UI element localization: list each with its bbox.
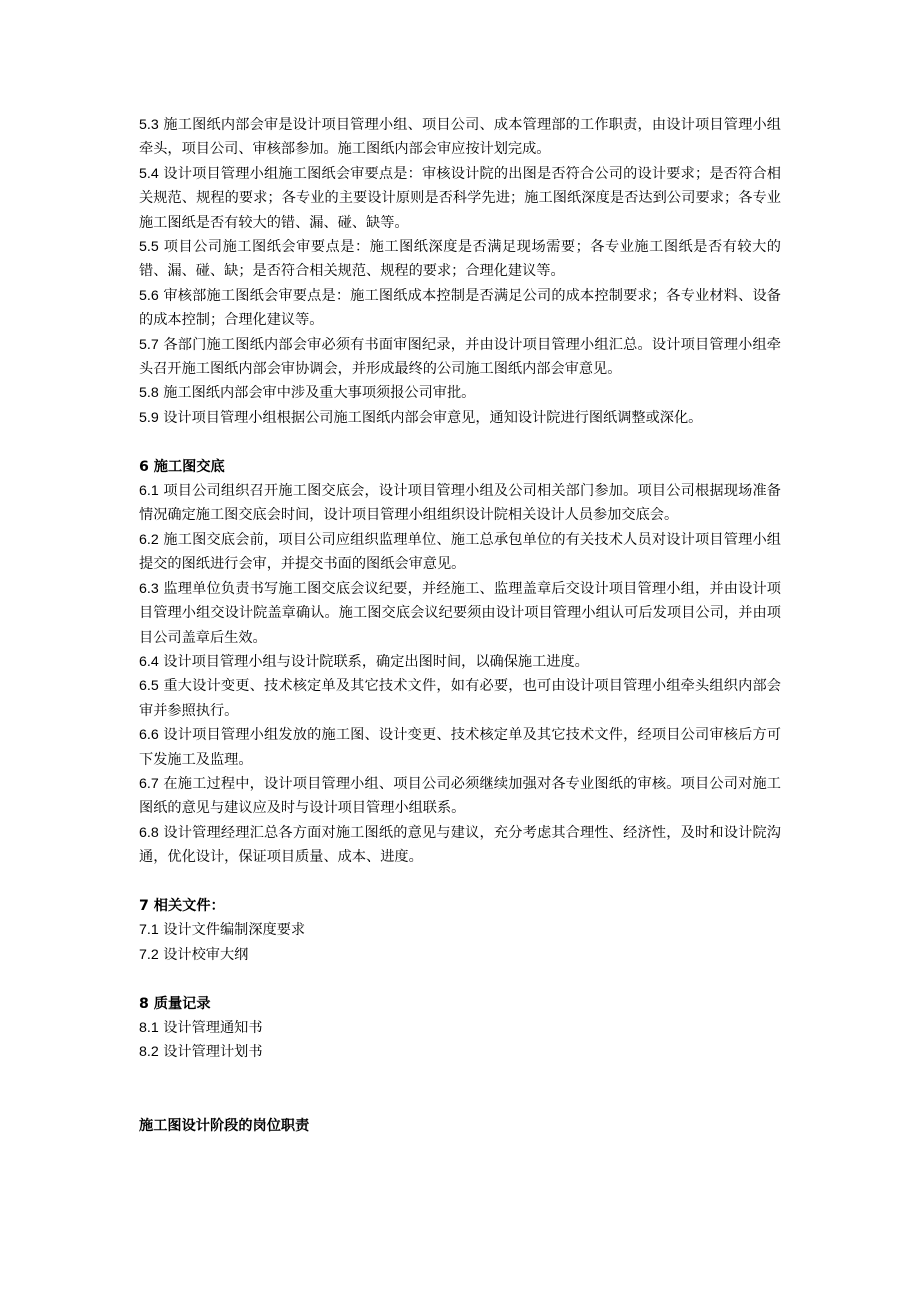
section-8 [139,992,781,1065]
para-5-9: 5.9 设计项目管理小组根据公司施工图纸内部会审意见，通知设计院进行图纸调整或深化。 [139,409,703,426]
para-5-3: 5.3 施工图纸内部会审是设计项目管理小组、项目公司、成本管理部的工作职责，由设计项目管理小组牵头，项目公司、审核部参加。施工图纸内部会审应按计划完成。 [139,117,781,158]
para-7-1: 7.1 设计文件编制深度要求 [139,922,306,939]
document-page [139,113,781,1138]
para-5-8: 5.8 施工图纸内部会审中涉及重大事项须报公司审批。 [139,385,476,402]
para-6-2: 6.2 施工图交底会前，项目公司应组织监理单位、施工总承包单位的有关技术人员对设计项目管理小组提交的图纸进行会审，并提交书面的图纸会审意见。 [139,531,781,573]
section-5 [139,113,781,430]
section-8-heading: 8 质量记录 [139,995,211,1012]
para-7-2: 7.2 设计校审大纲 [139,946,249,963]
para-5-7: 5.7 各部门施工图纸内部会审必须有书面审图纪录，并由设计项目管理小组汇总。设计项目管理小组牵头召开施工图纸内部会审协调会，并形成最终的公司施工图纸内部会审意见。 [139,336,781,378]
section-6-heading: 6 施工图交底 [139,458,225,475]
para-6-6: 6.6 设计项目管理小组发放的施工图、设计变更、技术核定单及其它技术文件，经项目公司审核后方可下发施工及监理。 [139,727,781,768]
section-7-heading: 7 相关文件： [139,897,225,914]
para-6-8: 6.8 设计管理经理汇总各方面对施工图纸的意见与建议，充分考虑其合理性、经济性，及时和设计院沟通，优化设计，保证项目质量、成本、进度。 [139,824,781,866]
para-8-1: 8.1 设计管理通知书 [139,1019,263,1036]
para-5-4: 5.4 设计项目管理小组施工图纸会审要点是：审核设计院的出图是否符合公司的设计要求；是否符合相关规范、规程的要求；各专业的主要设计原则是否科学先进；施工图纸深度是否达到公司要求；各专业施工图纸是否有较大的错、漏、碰、缺等。 [139,165,781,231]
para-6-4: 6.4 设计项目管理小组与设计院联系，确定出图时间，以确保施工进度。 [139,653,589,670]
section-6 [139,455,781,870]
section-7 [139,894,781,967]
para-5-5: 5.5 项目公司施工图纸会审要点是：施工图纸深度是否满足现场需要；各专业施工图纸是否有较大的错、漏、碰、缺；是否符合相关规范、规程的要求；合理化建议等。 [139,239,781,280]
footer-heading: 施工图设计阶段的岗位职责 [139,1117,310,1134]
para-5-6: 5.6 审核部施工图纸会审要点是：施工图纸成本控制是否满足公司的成本控制要求；各专业材料、设备的成本控制；合理化建议等。 [139,287,781,329]
para-6-7: 6.7 在施工过程中，设计项目管理小组、项目公司必须继续加强对各专业图纸的审核。项目公司对施工图纸的意见与建议应及时与设计项目管理小组联系。 [139,775,781,817]
para-6-1: 6.1 项目公司组织召开施工图交底会，设计项目管理小组及公司相关部门参加。项目公司根据现场准备情况确定施工图交底会时间，设计项目管理小组组织设计院相关设计人员参加交底会。 [139,483,781,524]
para-8-2: 8.2 设计管理计划书 [139,1044,263,1061]
para-6-5: 6.5 重大设计变更、技术核定单及其它技术文件，如有必要，也可由设计项目管理小组牵头组织内部会审并参照执行。 [139,678,781,719]
para-6-3: 6.3 监理单位负责书写施工图交底会议纪要，并经施工、监理盖章后交设计项目管理小组，并由设计项目管理小组交设计院盖章确认。施工图交底会议纪要须由设计项目管理小组认可后发项目公司，并由项目公司盖章后生效。 [139,580,781,646]
